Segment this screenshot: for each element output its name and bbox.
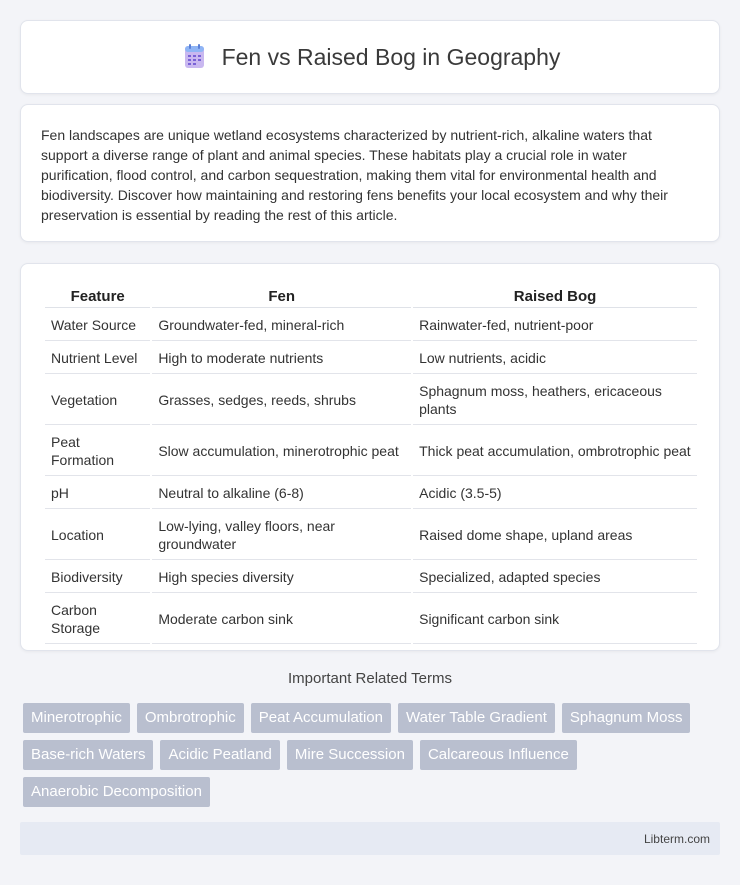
header-raised-bog: Raised Bog	[413, 286, 697, 308]
tag-base-rich-waters[interactable]: Base-rich Waters	[23, 740, 153, 770]
title-wrap	[180, 43, 561, 71]
page-title: Fen vs Raised Bog in Geography	[221, 43, 561, 70]
table-cell: Location	[45, 511, 150, 560]
table-row	[45, 562, 697, 593]
table-cell: High to moderate nutrients	[152, 343, 411, 374]
tag-anaerobic-decomposition[interactable]: Anaerobic Decomposition	[23, 777, 210, 807]
table-cell: Specialized, adapted species	[413, 562, 697, 593]
header-fen: Fen	[152, 286, 411, 308]
table-cell: Low nutrients, acidic	[413, 343, 697, 374]
table-cell: Significant carbon sink	[413, 595, 697, 644]
table-cell: Neutral to alkaline (6-8)	[152, 478, 411, 509]
tag-minerotrophic[interactable]: Minerotrophic	[23, 703, 130, 733]
header-card	[20, 20, 720, 94]
intro-paragraph: Fen landscapes are unique wetland ecosystems characterized by nutrient-rich, alkaline waters that support a diverse range of plant and animal species. These habitats play a crucial role in water purification, flood control, and carbon sequestration, making them vital for environmental health and biodiversity. Discover how maintaining and restoring fens benefits your local ecosystem and why their preservation is essential by reading the rest of this article.	[41, 127, 668, 223]
table-cell: Nutrient Level	[45, 343, 150, 374]
table-cell: Biodiversity	[45, 562, 150, 593]
tag-calcareous-influence[interactable]: Calcareous Influence	[420, 740, 577, 770]
table-row	[45, 310, 697, 341]
table-cell: Rainwater-fed, nutrient-poor	[413, 310, 697, 341]
table-cell: Vegetation	[45, 376, 150, 425]
table-cell: Thick peat accumulation, ombrotrophic peat	[413, 427, 697, 476]
comparison-table	[43, 284, 699, 646]
tag-acidic-peatland[interactable]: Acidic Peatland	[160, 740, 279, 770]
table-cell: Moderate carbon sink	[152, 595, 411, 644]
header-feature: Feature	[45, 286, 150, 308]
footer-site-link[interactable]: Libterm.com	[643, 831, 710, 846]
table-cell: Grasses, sedges, reeds, shrubs	[152, 376, 411, 425]
table-row	[45, 376, 697, 425]
tag-water-table-gradient[interactable]: Water Table Gradient	[398, 703, 555, 733]
table-cell: Groundwater-fed, mineral-rich	[152, 310, 411, 341]
table-cell: pH	[45, 478, 150, 509]
table-header-row	[45, 286, 697, 308]
table-row	[45, 427, 697, 476]
comparison-table-card	[20, 263, 720, 651]
table-cell: Water Source	[45, 310, 150, 341]
footer	[20, 822, 720, 855]
table-cell: High species diversity	[152, 562, 411, 593]
tag-ombrotrophic[interactable]: Ombrotrophic	[137, 703, 244, 733]
table-row	[45, 511, 697, 560]
table-cell: Sphagnum moss, heathers, ericaceous plants	[413, 376, 697, 425]
intro-card	[20, 104, 720, 242]
table-cell: Low-lying, valley floors, near groundwater	[152, 511, 411, 560]
related-terms-title: Important Related Terms	[288, 670, 452, 687]
table-cell: Carbon Storage	[45, 595, 150, 644]
table-row	[45, 478, 697, 509]
table-cell: Raised dome shape, upland areas	[413, 511, 697, 560]
table-cell: Peat Formation	[45, 427, 150, 476]
tag-mire-succession[interactable]: Mire Succession	[287, 740, 413, 770]
table-cell: Slow accumulation, minerotrophic peat	[152, 427, 411, 476]
table-row	[45, 343, 697, 374]
table-row	[45, 595, 697, 644]
tag-sphagnum-moss[interactable]: Sphagnum Moss	[562, 703, 691, 733]
table-cell: Acidic (3.5-5)	[413, 478, 697, 509]
tag-peat-accumulation[interactable]: Peat Accumulation	[251, 703, 391, 733]
related-terms-tags	[23, 703, 723, 807]
notebook-icon	[180, 43, 208, 71]
